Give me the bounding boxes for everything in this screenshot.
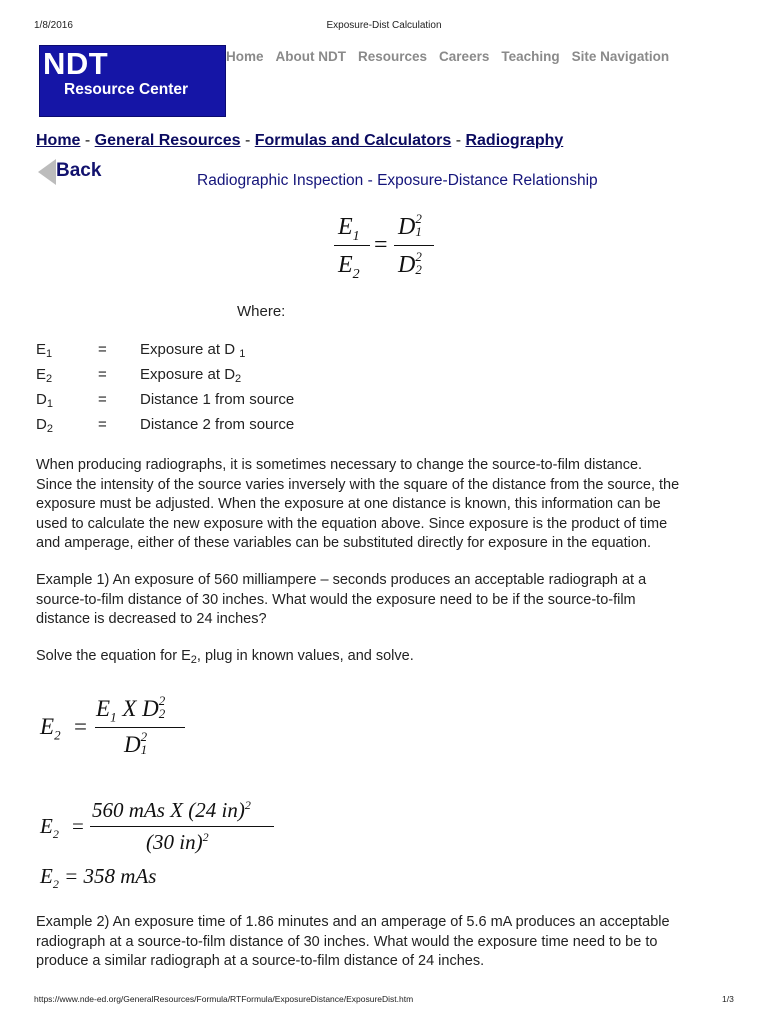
breadcrumb-general-resources[interactable]: General Resources [94, 132, 241, 149]
breadcrumb-separator: - [80, 132, 95, 149]
where-label: Where: [237, 303, 286, 320]
solve-instruction: Solve the equation for $E_2$, plug in known values, and solve. [36, 648, 414, 666]
example-2-paragraph: Example 2) An exposure time of 1.86 minutes and an amperage of 5.6 mA produces an acceptable radiograph at a source-to-film distance of 30 inches. What would the exposure time need to be to produce a similar radiograph at a source-to-film distance of 24 inches. [36, 914, 670, 969]
back-arrow-icon [38, 159, 56, 185]
values-equation: $E_2$ = 560 mAs X (24 in)$^2$ (30 in)$^2$ [40, 796, 300, 862]
intro-paragraph: When producing radiographs, it is sometimes necessary to change the source-to-film distance. Since the intensity of the source varies inversely with the square of the distance from the source, the exposure must be adjusted. When the exposure at one distance is known, this information can be used to calculate the new exposure with the equation above. Since exposure is the product of time and amperage, either of these variables can be substituted directly for exposure in the equation. [36, 457, 680, 551]
nav-teaching[interactable]: Teaching [501, 49, 560, 64]
logo-line2: Resource Center [64, 81, 189, 98]
nav-about-ndt[interactable]: About NDT [275, 49, 346, 64]
breadcrumb-radiography[interactable]: Radiography [465, 132, 564, 149]
main-equation: $E_1$ $E_2$ = D 2 1 D 2 2 [330, 210, 450, 290]
back-button[interactable] [38, 159, 108, 185]
nav-site-navigation[interactable]: Site Navigation [571, 49, 670, 64]
breadcrumb-separator: - [240, 132, 255, 149]
nav-careers[interactable]: Careers [439, 49, 490, 64]
breadcrumb-formulas[interactable]: Formulas and Calculators [254, 132, 452, 149]
breadcrumb [36, 132, 563, 150]
fraction-bar [95, 727, 185, 728]
print-url: https://www.nde-ed.org/GeneralResources/Formula/RTFormula/ExposureDistance/ExposureDist.htm [34, 994, 414, 1004]
fraction-bar [334, 245, 370, 246]
logo-line1: NDT [43, 46, 109, 81]
back-label: Back [56, 160, 102, 181]
breadcrumb-separator: - [451, 132, 466, 149]
nav-resources[interactable]: Resources [358, 49, 428, 64]
top-nav [226, 49, 681, 64]
ndt-logo[interactable] [39, 45, 226, 117]
fraction-bar [394, 245, 434, 246]
breadcrumb-home[interactable]: Home [36, 132, 81, 149]
nav-home[interactable]: Home [226, 49, 264, 64]
print-title: Exposure-Dist Calculation [326, 20, 442, 31]
page-title: Radiographic Inspection - Exposure-Distance Relationship [197, 172, 598, 189]
solve-equation: $E_2$ = $E_1$ X D 2 2 D 2 1 [40, 694, 240, 770]
example-1-paragraph: Example 1) An exposure of 560 milliampere – seconds produces an acceptable radiograph at a source-to-film distance of 30 inches. What would the exposure need to be if the source-to-film distance is decreased to 24 inches? [36, 572, 647, 627]
result-equation: $E_2 = 358$ mAs [40, 864, 157, 892]
print-date: 1/8/2016 [34, 20, 73, 31]
print-page-number: 1/3 [722, 994, 734, 1004]
fraction-bar [90, 826, 274, 827]
